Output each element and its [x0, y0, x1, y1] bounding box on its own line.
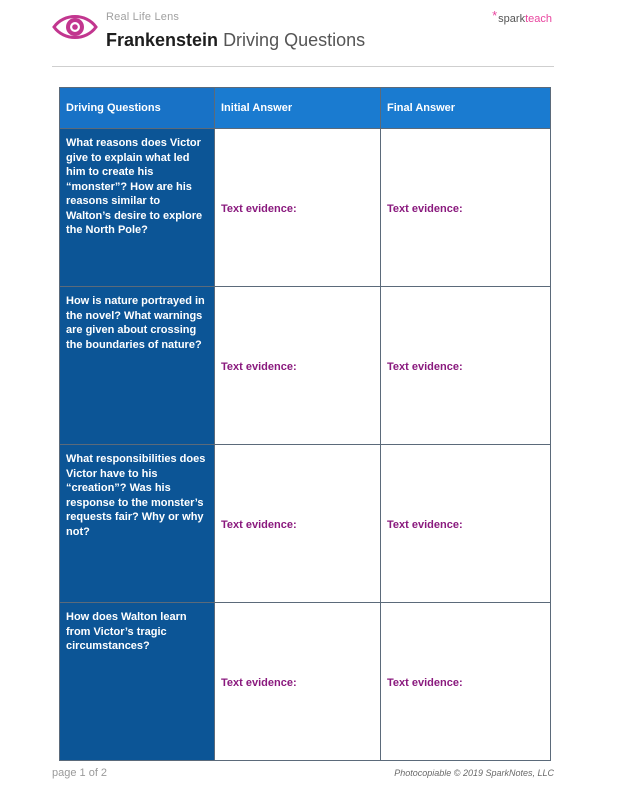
column-header-driving-questions: Driving Questions [60, 88, 215, 129]
question-cell: How does Walton learn from Victor’s tragic circumstances? [60, 603, 215, 761]
page-number: page 1 of 2 [52, 767, 108, 779]
text-evidence-label: Text evidence: [221, 202, 297, 215]
page-header [0, 0, 618, 70]
text-evidence-label: Text evidence: [221, 518, 297, 531]
initial-answer-cell[interactable] [215, 287, 381, 445]
question-cell: What reasons does Victor give to explain what led him to create his “monster”? How are his reasons similar to Walton’s desire to explore the North Pole? [60, 129, 215, 287]
series-label: Real Life Lens [106, 11, 180, 23]
brand-teach: teach [525, 13, 552, 25]
table-header-row [60, 88, 551, 129]
driving-questions-table [59, 87, 551, 761]
text-evidence-label: Text evidence: [387, 360, 463, 373]
initial-answer-cell[interactable] [215, 445, 381, 603]
brand-spark: spark [498, 13, 526, 25]
initial-answer-cell[interactable] [215, 129, 381, 287]
header-divider [52, 66, 554, 67]
question-cell: What responsibilities does Victor have to his “creation”? Was his response to the monster’s requests fair? Why or why not? [60, 445, 215, 603]
column-header-final-answer: Final Answer [381, 88, 551, 129]
final-answer-cell[interactable] [381, 445, 551, 603]
table-row [60, 445, 551, 603]
initial-answer-cell[interactable] [215, 603, 381, 761]
table-row [60, 287, 551, 445]
title-rest: Driving Questions [223, 30, 366, 50]
text-evidence-label: Text evidence: [387, 202, 463, 215]
text-evidence-label: Text evidence: [387, 518, 463, 531]
column-header-initial-answer: Initial Answer [215, 88, 381, 129]
question-cell: How is nature portrayed in the novel? What warnings are given about crossing the boundaries of nature? [60, 287, 215, 445]
table-row [60, 603, 551, 761]
title-bold: Frankenstein [106, 30, 219, 50]
final-answer-cell[interactable] [381, 603, 551, 761]
copyright-notice: Photocopiable © 2019 SparkNotes, LLC [394, 768, 554, 778]
page-title [106, 30, 365, 51]
final-answer-cell[interactable] [381, 129, 551, 287]
eye-logo-icon [52, 10, 98, 44]
text-evidence-label: Text evidence: [221, 360, 297, 373]
final-answer-cell[interactable] [381, 287, 551, 445]
sparkteach-logo [492, 8, 552, 25]
text-evidence-label: Text evidence: [387, 676, 463, 689]
table-row [60, 129, 551, 287]
brand-star: * [492, 8, 498, 23]
text-evidence-label: Text evidence: [221, 676, 297, 689]
